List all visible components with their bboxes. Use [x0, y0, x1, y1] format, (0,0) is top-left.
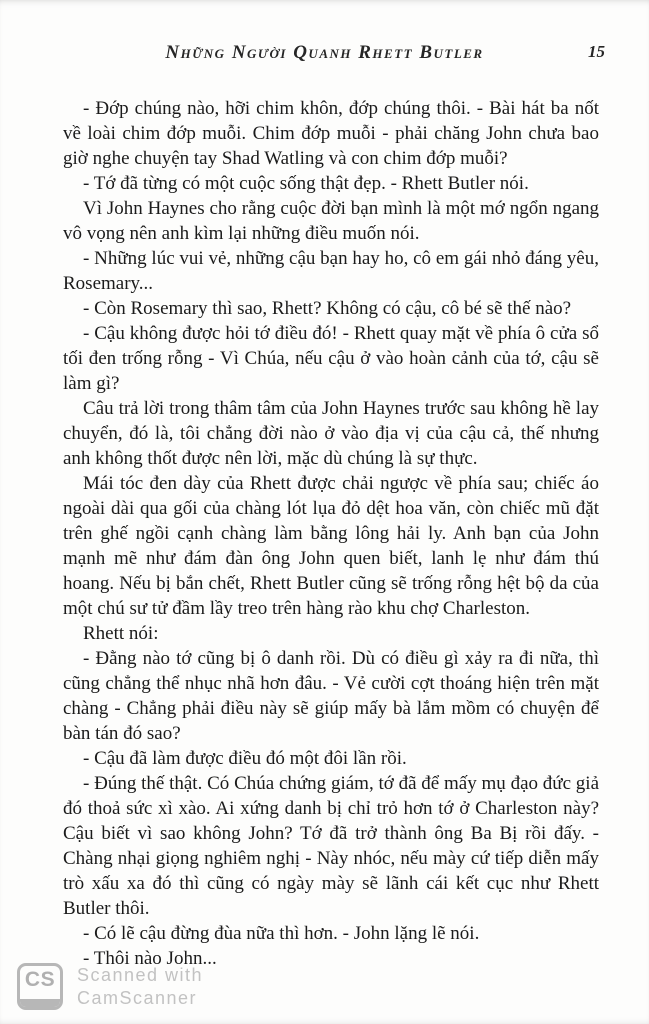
camscanner-watermark: [17, 963, 203, 1010]
paragraph: - Đớp chúng nào, hỡi chim khôn, đớp chúng thôi. - Bài hát ba nốt về loài chim đớp muỗi. Chim đớp muỗi - phải chăng John chưa bao giờ nghe chuyện tay Shad Watling và con chim đớp muỗi?: [63, 98, 599, 169]
paragraph: Rhett nói:: [83, 623, 159, 644]
camscanner-logo-icon: [17, 963, 63, 1010]
paragraph: Câu trả lời trong thâm tâm của John Haynes trước sau không hề lay chuyển, đó là, tôi chẳng đời nào ở vào địa vị của cậu cả, thế nhưng anh không thốt được nên lời, mặc dù chúng là sự thực.: [63, 398, 599, 469]
page-number: 15: [588, 42, 605, 61]
camscanner-logo-bar: [20, 999, 60, 1007]
paragraph: - Đúng thế thật. Có Chúa chứng giám, tớ đã để mấy mụ đạo đức giả đó thoả sức xì xào. Ai xứng danh bị chỉ trỏ hơn tớ ở Charleston này? Cậu biết vì sao không John? Tớ đã trở thành ông Ba Bị rồi đấy. - Chàng nhại giọng nghiêm nghị - Này nhóc, nếu mày cứ tiếp diễn mấy trò xấu xa đó thì cũng có ngày mày sẽ lãnh cái kết cục như Rhett Butler thôi.: [63, 773, 599, 919]
running-header: [0, 0, 649, 68]
paragraph: - Còn Rosemary thì sao, Rhett? Không có cậu, cô bé sẽ thế nào?: [83, 298, 572, 319]
paragraph: - Cậu không được hỏi tớ điều đó! - Rhett quay mặt về phía ô cửa sổ tối đen trống rỗng - Vì Chúa, nếu cậu ở vào hoàn cảnh của tớ, cậu sẽ làm gì?: [63, 323, 599, 394]
paragraph: - Cậu đã làm được điều đó một đôi lần rồi.: [83, 748, 407, 769]
paragraph: - Thôi nào John...: [83, 948, 217, 969]
paragraph: - Tớ đã từng có một cuộc sống thật đẹp. - Rhett Butler nói.: [83, 173, 529, 194]
page-body: [0, 96, 649, 971]
watermark-line1: Scanned with: [77, 964, 204, 985]
watermark-text: [77, 964, 203, 1010]
camscanner-logo-letters: CS: [24, 968, 56, 991]
paragraph: - Đằng nào tớ cũng bị ô danh rồi. Dù có điều gì xảy ra đi nữa, thì cũng chẳng thể nhục nhã hơn đâu. - Vẻ cười cợt thoáng hiện trên mặt chàng - Chẳng phải điều này sẽ giúp mấy bà lắm mồm có chuyện để bàn tán đó sao?: [63, 648, 599, 744]
paragraph: Mái tóc đen dày của Rhett được chải ngược về phía sau; chiếc áo ngoài dài qua gối của chàng lót lụa đỏ dệt hoa văn, còn chiếc mũ đặt trên ghế ngồi cạnh chàng làm bằng lông hải ly. Anh bạn của John mạnh mẽ như đám đàn ông John quen biết, lanh lẹ như đám thú hoang. Nếu bị bắn chết, Rhett Butler cũng sẽ trống rỗng hệt bộ da của một chú sư tử đầm lầy treo trên hàng rào khu chợ Charleston.: [63, 473, 599, 619]
watermark-line2: CamScanner: [77, 987, 198, 1008]
paragraph: - Có lẽ cậu đừng đùa nữa thì hơn. - John lặng lẽ nói.: [83, 923, 480, 944]
paragraph: Vì John Haynes cho rằng cuộc đời bạn mình là một mớ ngổn ngang vô vọng nên anh kìm lại những điều muốn nói.: [63, 198, 599, 244]
paragraph: - Những lúc vui vẻ, những cậu bạn hay ho, cô em gái nhỏ đáng yêu, Rosemary...: [63, 248, 599, 294]
page-title: Những Người Quanh Rhett Butler: [165, 42, 484, 63]
